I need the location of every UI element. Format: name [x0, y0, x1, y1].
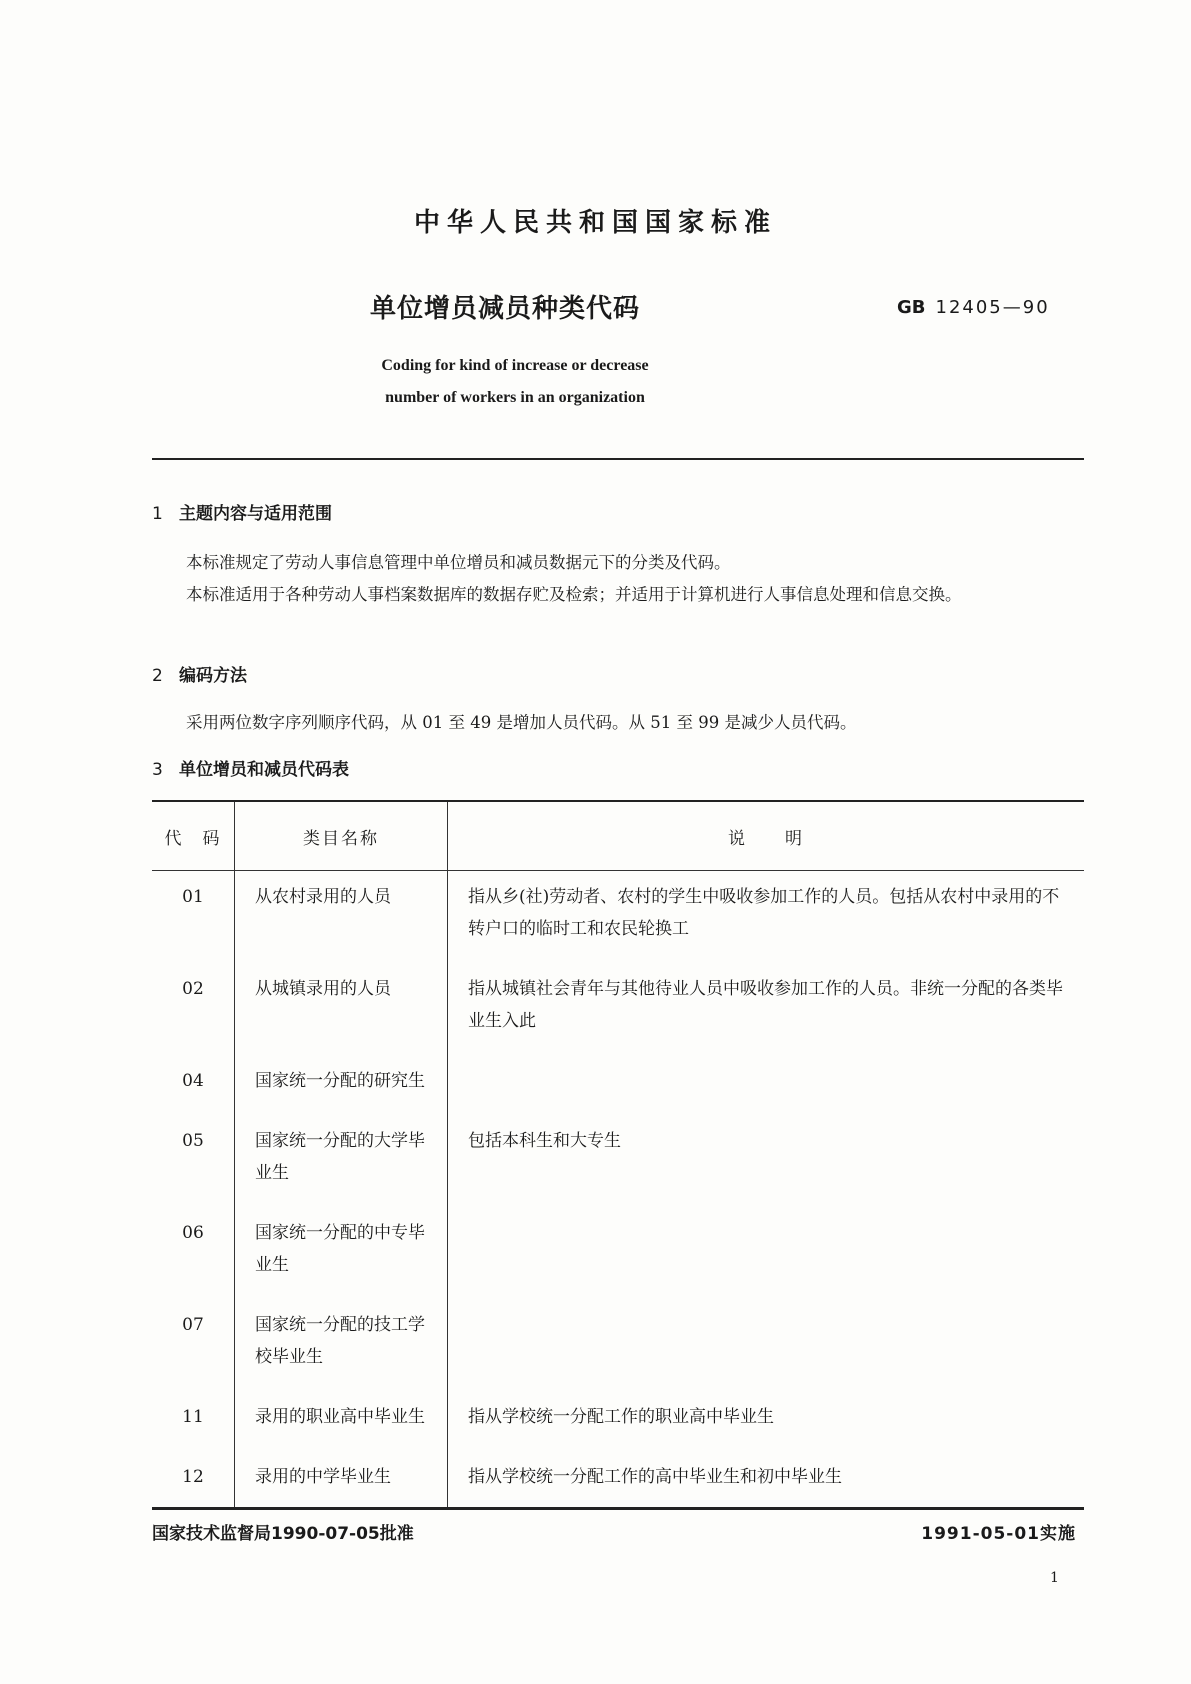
section-title: 主题内容与适用范围 — [179, 504, 332, 524]
row-name: 国家统一分配的中专毕业生 — [235, 1207, 448, 1299]
table-row — [152, 1391, 1084, 1451]
row-description — [448, 1055, 1085, 1115]
table-row — [152, 871, 1084, 964]
column-header-description: 说 明 — [448, 801, 1085, 871]
english-title-line-2: number of workers in an organization — [385, 389, 645, 406]
row-name: 国家统一分配的技工学校毕业生 — [235, 1299, 448, 1391]
row-code: 04 — [152, 1055, 235, 1115]
row-description: 包括本科生和大专生 — [468, 1131, 621, 1151]
section-2-heading — [152, 661, 247, 686]
footer-divider — [152, 1508, 1084, 1510]
section-number: 3 — [152, 760, 163, 780]
row-code: 02 — [152, 963, 235, 1055]
code-table — [152, 800, 1084, 1509]
row-description — [448, 1299, 1085, 1391]
section-title: 单位增员和减员代码表 — [179, 760, 349, 780]
row-description: 指从学校统一分配工作的高中毕业生和初中毕业生 — [468, 1467, 842, 1487]
row-name: 录用的中学毕业生 — [235, 1451, 448, 1508]
row-name: 从城镇录用的人员 — [235, 963, 448, 1055]
table-header-row — [152, 801, 1084, 871]
table-row — [152, 1055, 1084, 1115]
table-row — [152, 1207, 1084, 1299]
column-header-code: 代 码 — [152, 801, 235, 871]
page-number: 1 — [1050, 1570, 1059, 1586]
english-title — [300, 350, 730, 414]
table-row — [152, 1299, 1084, 1391]
standard-code: 12405—90 — [935, 297, 1050, 318]
table-row — [152, 1451, 1084, 1508]
section-2-paragraph-1: 采用两位数字序列顺序代码，从 01 至 49 是增加人员代码。从 51 至 99 是减少人员代码。 — [186, 713, 857, 732]
section-number: 2 — [152, 666, 163, 686]
row-code: 01 — [152, 871, 235, 964]
standard-type-heading: 中华人民共和国国家标准 — [413, 208, 777, 238]
row-code: 11 — [152, 1391, 235, 1451]
standard-number — [897, 297, 1050, 318]
row-name: 国家统一分配的大学毕业生 — [235, 1115, 448, 1207]
standard-prefix: GB — [897, 297, 926, 318]
column-header-name: 类目名称 — [235, 801, 448, 871]
row-description: 指从学校统一分配工作的职业高中毕业生 — [468, 1407, 774, 1427]
row-name: 从农村录用的人员 — [235, 871, 448, 964]
section-number: 1 — [152, 504, 163, 524]
section-3-heading — [152, 755, 349, 780]
effective-date: 1991-05-01实施 — [921, 1524, 1076, 1544]
approval-statement: 国家技术监督局1990-07-05批准 — [152, 1524, 414, 1544]
code-table-container — [152, 800, 1084, 1509]
table-row — [152, 963, 1084, 1055]
english-title-line-1: Coding for kind of increase or decrease — [381, 357, 649, 374]
row-description — [448, 1207, 1085, 1299]
header-divider — [152, 458, 1084, 460]
row-name: 录用的职业高中毕业生 — [235, 1391, 448, 1451]
table-row — [152, 1115, 1084, 1207]
section-1-paragraph-1: 本标准规定了劳动人事信息管理中单位增员和减员数据元下的分类及代码。 — [186, 553, 731, 572]
section-1-paragraph-2: 本标准适用于各种劳动人事档案数据库的数据存贮及检索；并适用于计算机进行人事信息处理和信息交换。 — [186, 585, 962, 604]
row-description: 指从城镇社会青年与其他待业人员中吸收参加工作的人员。非统一分配的各类毕业生入此 — [468, 979, 1063, 1031]
row-code: 06 — [152, 1207, 235, 1299]
document-title: 单位增员减员种类代码 — [370, 294, 641, 324]
row-code: 05 — [152, 1115, 235, 1207]
section-title: 编码方法 — [179, 666, 247, 686]
row-name: 国家统一分配的研究生 — [235, 1055, 448, 1115]
row-description: 指从乡(社)劳动者、农村的学生中吸收参加工作的人员。包括从农村中录用的不转户口的临时工和农民轮换工 — [468, 887, 1060, 939]
section-1-heading — [152, 499, 332, 524]
row-code: 07 — [152, 1299, 235, 1391]
row-code: 12 — [152, 1451, 235, 1508]
